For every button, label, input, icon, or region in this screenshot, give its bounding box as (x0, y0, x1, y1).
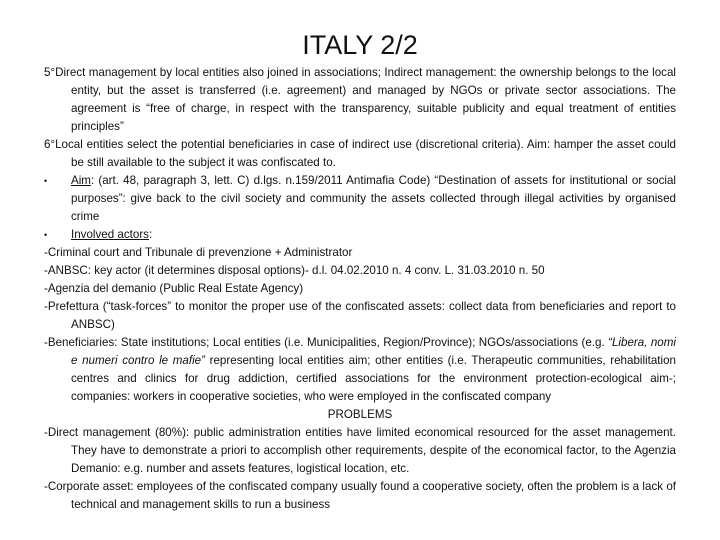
slide-body (44, 64, 676, 514)
beneficiaries-italic-name: “Libera, nomi e numeri contro le mafie” (71, 336, 676, 367)
problem-item: -Corporate asset: employees of the confiscated company usually found a cooperative society, often the problem is a lack of technical and management skills to run a business (44, 480, 676, 511)
actors-label: Involved actors (71, 228, 149, 241)
actors-text: : (148, 228, 153, 241)
beneficiaries-text-start: -Beneficiaries: State institutions; Local entities (i.e. Municipalities, Region/Province); NGOs/associations (e.g. (44, 336, 609, 349)
bullet-aim (44, 172, 676, 226)
beneficiaries-item (44, 334, 676, 406)
beneficiaries-text-end: representing local entities aim; other entities (i.e. Therapeutic communities, rehabilitation centres and clinics for drug addiction, certified associations for the environment protection-ecological aim-; companies: workers in cooperative societies, who were employed in the confiscated company (71, 354, 676, 403)
problem-item: -Direct management (80%): public administration entities have limited economical resourced for the asset management. They have to demonstrate a priori to accomplish other requirements, despite of the economical factor, to the Agenzia Demanio: e.g. number and assets features, logistical location, etc. (44, 426, 676, 475)
bullet-involved-actors (44, 226, 676, 244)
actor-item: -Prefettura (“task-forces” to monitor the proper use of the confiscated assets: collect data from beneficiaries and report to ANBSC) (44, 300, 676, 331)
problems-heading: PROBLEMS (327, 408, 393, 421)
slide-title: ITALY 2/2 (302, 30, 418, 60)
paragraph-direct-management: 5°Direct management by local entities also joined in associations; Indirect management: the ownership belongs to the local entity, but the asset is transferred (i.e. agreement) and managed by NGOs or private sector associations. The agreement is “free of charge, in respect with the transparency, suitable publicity and equal treatment of entities principles” (44, 66, 676, 133)
actor-item: -ANBSC: key actor (it determines disposal options)- d.l. 04.02.2010 n. 4 conv. L. 31.03.2010 n. 50 (44, 264, 545, 277)
paragraph-beneficiary-selection: 6°Local entities select the potential beneficiaries in case of indirect use (discretional criteria). Aim: hamper the asset could be still available to the subject it was confiscated to. (44, 138, 676, 169)
actor-item: -Criminal court and Tribunale di prevenzione + Administrator (44, 246, 353, 259)
bullet-icon: • (44, 176, 48, 186)
aim-label: Aim (71, 174, 91, 187)
bullet-icon: • (44, 230, 48, 240)
actor-item: -Agenzia del demanio (Public Real Estate Agency) (44, 282, 304, 295)
aim-text: : (art. 48, paragraph 3, lett. C) d.lgs. n.159/2011 Antimafia Code) “Destination of assets for institutional or social purposes”: give back to the civil society and community the assets collected through illegal activities by organised crime (71, 174, 676, 223)
